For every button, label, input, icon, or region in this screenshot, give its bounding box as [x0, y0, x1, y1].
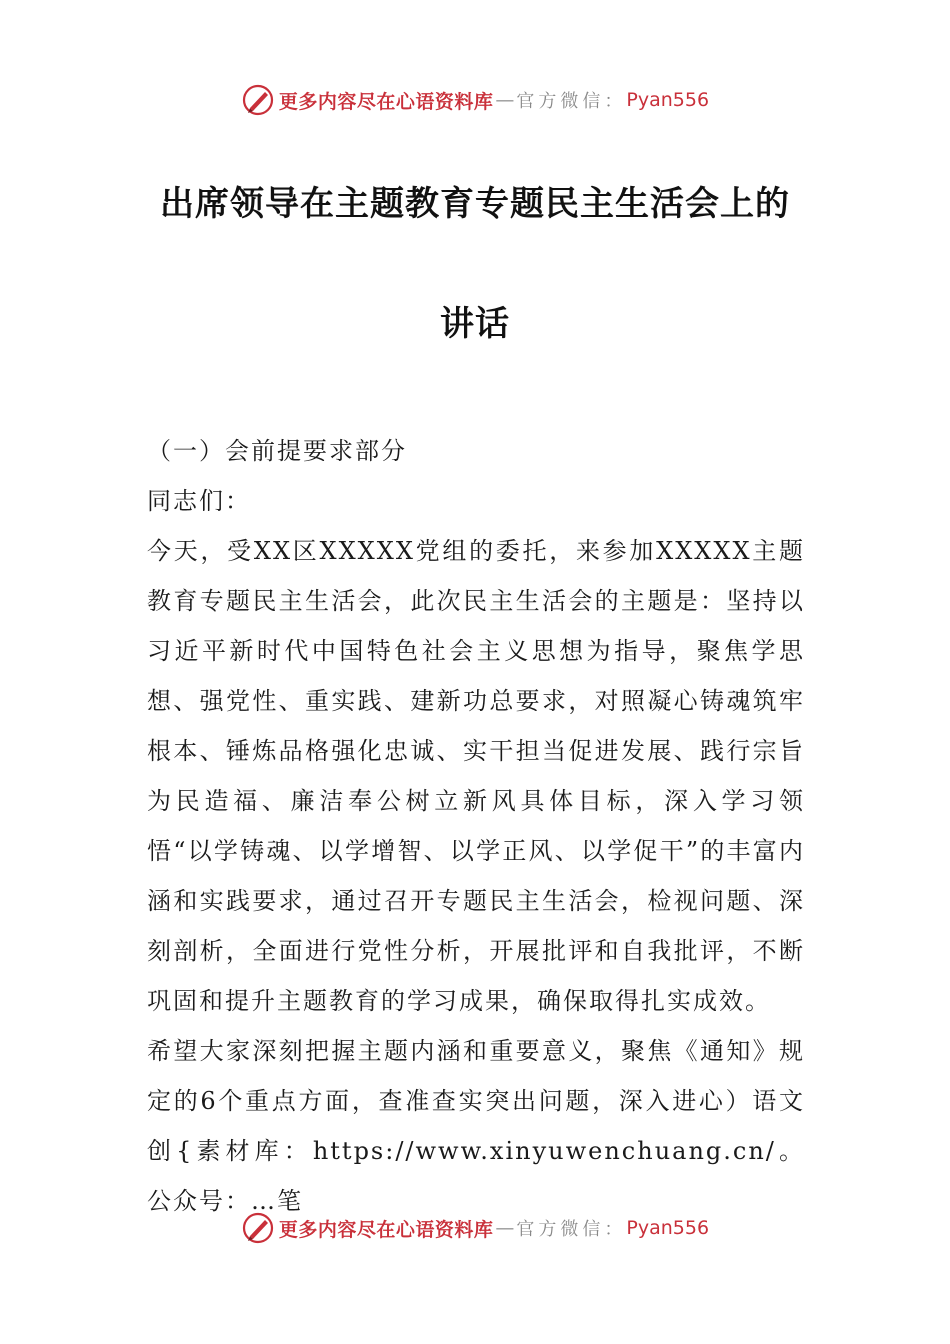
- pen-logo-icon: [241, 83, 275, 117]
- document-title-line1: 出席领导在主题教育专题民主生活会上的: [160, 184, 790, 224]
- document-body: [147, 426, 805, 1226]
- document-title-line2: 讲话: [440, 304, 510, 344]
- footer-wechat-label: 官方微信：: [516, 1219, 627, 1240]
- pen-logo-icon: [241, 1211, 275, 1245]
- header-wechat-label: 官方微信：: [516, 91, 627, 112]
- footer-watermark: [0, 1208, 950, 1248]
- header-watermark: [0, 80, 950, 120]
- header-wechat-id: Pyan556: [626, 89, 710, 111]
- section-heading: （一）会前提要求部分: [147, 437, 407, 465]
- header-banner-dash: —: [495, 89, 515, 111]
- paragraph-1: 今天，受XX区XXXXX党组的委托，来参加XXXXX主题教育专题民主生活会，此次民主生活会的主题是：坚持以习近平新时代中国特色社会主义思想为指导，聚焦学思想、强党性、重实践、建新功总要求，对照凝心铸魂筑牢根本、锤炼品格强化忠诚、实干担当促进发展、践行宗旨为民造福、廉洁奉公树立新风具体目标，深入学习领悟“以学铸魂、以学增智、以学正风、以学促干”的丰富内涵和实践要求，通过召开专题民主生活会，检视问题、深刻剖析，全面进行党性分析，开展批评和自我批评，不断巩固和提升主题教育的学习成果，确保取得扎实成效。: [147, 537, 805, 1015]
- footer-wechat-id: Pyan556: [626, 1217, 710, 1239]
- header-banner-text: 更多内容尽在心语资料库: [278, 90, 494, 113]
- footer-banner-text: 更多内容尽在心语资料库: [278, 1218, 494, 1241]
- paragraph-2: 希望大家深刻把握主题内涵和重要意义，聚焦《通知》规定的6个重点方面，查准查实突出问题，深入进心）语文创{素材库：https://www.xinyuwenchuang.cn/。公众号：…笔: [147, 1037, 805, 1215]
- salutation: 同志们：: [147, 487, 251, 515]
- footer-banner-dash: —: [495, 1217, 515, 1239]
